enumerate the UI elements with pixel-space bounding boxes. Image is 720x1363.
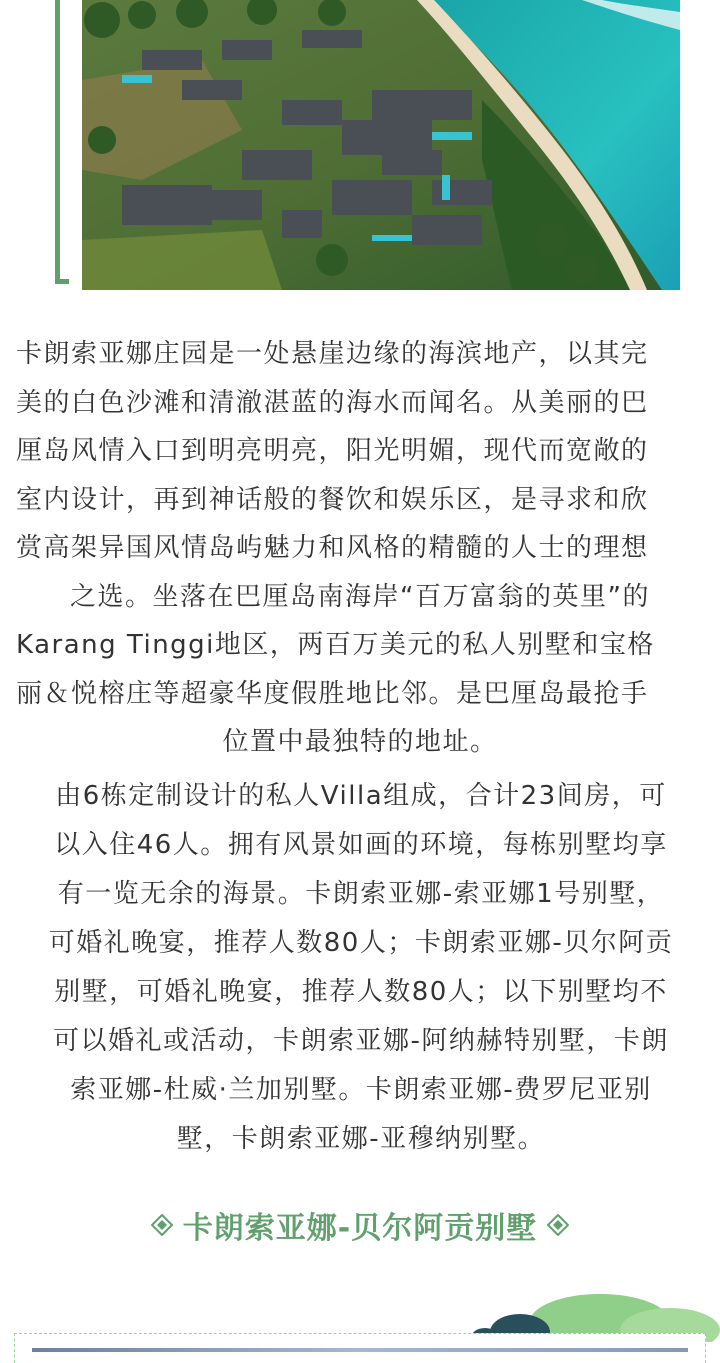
intro-line: Karang Tinggi地区，两百万美元的私人别墅和宝格: [16, 630, 655, 660]
hero-photo: [82, 0, 680, 290]
villa-details-paragraph: [18, 772, 704, 1164]
diamond-right-icon: [547, 1214, 569, 1236]
details-line: 别墅，可婚礼晚宴，推荐人数80人；以下别墅均不: [54, 977, 668, 1007]
intro-line: 之选。坐落在巴厘岛南海岸“百万富翁的英里”的: [70, 581, 650, 612]
details-line: 有一览无余的海景。卡朗索亚娜-索亚娜1号别墅，: [57, 879, 665, 909]
intro-line: 厘岛风情入口到明亮明亮，阳光明媚，现代而宽敞的: [16, 436, 649, 466]
details-line: 由6栋定制设计的私人Villa组成，合计23间房，可: [55, 781, 667, 811]
intro-line: 位置中最独特的地址。: [222, 727, 498, 757]
intro-line: 丽＆悦榕庄等超豪华度假胜地比邻。是巴厘岛最抢手: [16, 678, 649, 709]
diamond-left-icon: [151, 1214, 173, 1236]
aerial-villa-illustration: [82, 0, 680, 290]
details-line: 可婚礼晚宴，推荐人数80人；卡朗索亚娜-贝尔阿贡: [48, 928, 674, 958]
hero-frame-accent: [55, 0, 69, 284]
intro-line: 卡朗索亚娜庄园是一处悬崖边缘的海滨地产，以其完: [16, 339, 649, 369]
section-title: 卡朗索亚娜-贝尔阿贡别墅: [182, 1211, 538, 1246]
details-line: 墅，卡朗索亚娜-亚穆纳别墅。: [176, 1124, 546, 1154]
intro-line: 室内设计，再到神话般的餐饮和娱乐区，是寻求和欣: [16, 484, 649, 515]
details-line: 索亚娜-杜威·兰加别墅。卡朗索亚娜-费罗尼亚别: [70, 1075, 652, 1105]
next-section-image-edge: [32, 1348, 688, 1352]
details-line: 可以婚礼或活动，卡朗索亚娜-阿纳赫特别墅，卡朗: [53, 1026, 669, 1056]
intro-line: 赏高架异国风情岛屿魅力和风格的精髓的人士的理想: [16, 533, 649, 563]
intro-paragraph: [16, 330, 704, 767]
intro-line: 美的白色沙滩和清澈湛蓝的海水而闻名。从美丽的巴: [16, 387, 649, 418]
details-line: 以入住46人。拥有风景如画的环境，每栋别墅均享: [54, 830, 668, 860]
section-heading: [0, 1200, 720, 1250]
